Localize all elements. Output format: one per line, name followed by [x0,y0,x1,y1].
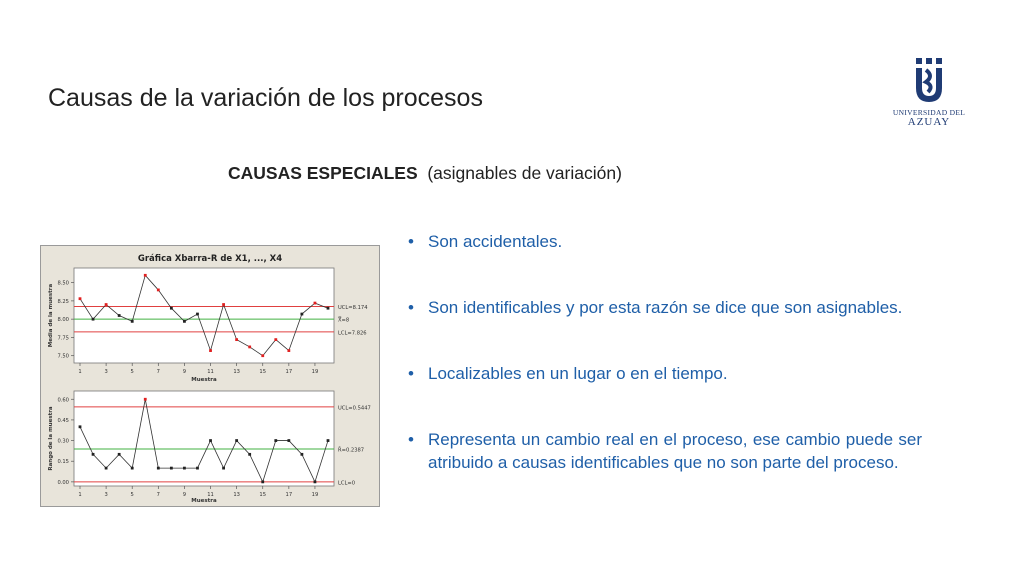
section-subtitle [228,163,622,184]
logo-line1: UNIVERSIDAD DEL [892,108,966,117]
x-tick-label: 19 [311,369,319,375]
y-tick-label: 8.00 [57,317,69,324]
data-point [170,467,173,470]
data-point [118,453,121,456]
y-tick-label: 0.15 [57,459,69,466]
data-point [131,320,134,323]
control-line-label: X̿=8 [338,317,350,324]
y-tick-label: 0.60 [57,397,69,404]
subtitle-bold: CAUSAS ESPECIALES [228,163,418,183]
x-tick-label: 5 [130,492,134,498]
data-point [144,274,147,277]
x-tick-label: 15 [259,369,267,375]
x-tick-label: 7 [156,492,160,498]
x-tick-label: 11 [207,492,214,498]
control-line-label: R̄=0.2387 [338,447,365,454]
y-axis-label: Media de la muestra [48,283,54,348]
university-logo [886,52,972,132]
bullet-list [408,230,922,474]
data-point [170,307,173,310]
data-point [105,467,108,470]
data-point [235,338,238,341]
x-tick-label: 3 [104,492,108,498]
x-tick-label: 1 [78,492,82,498]
logo-emblem-icon [886,52,972,108]
data-point [209,349,212,352]
bullet-item: • Son accidentales. [408,230,922,253]
data-point [105,303,108,306]
control-chart-svg [41,246,379,506]
x-tick-label: 17 [285,492,293,498]
logo-line2: AZUAY [907,116,951,128]
x-tick-label: 13 [233,492,240,498]
y-tick-label: 0.45 [57,417,69,424]
y-tick-label: 7.75 [57,335,69,342]
x-axis-label: Muestra [191,377,217,383]
data-point [314,302,317,305]
data-point [327,307,330,310]
data-point [274,439,277,442]
control-line-label: LCL=7.826 [338,330,367,337]
control-line-label: UCL=0.5447 [338,405,371,412]
data-point [287,349,290,352]
x-tick-label: 11 [207,369,214,375]
data-point [287,439,290,442]
data-point [327,439,330,442]
y-tick-label: 0.00 [57,479,69,486]
plot-area-range [74,391,334,486]
plot-area-xbar [74,268,334,363]
data-point [235,439,238,442]
data-point [261,480,264,483]
control-chart [40,245,380,507]
x-axis-label: Muestra [191,498,217,504]
x-tick-label: 5 [130,369,134,375]
x-tick-label: 19 [311,492,319,498]
subtitle-rest: (asignables de variación) [427,163,622,183]
data-point [118,314,121,317]
x-tick-label: 13 [233,369,240,375]
y-tick-label: 8.25 [57,298,69,305]
x-tick-label: 15 [259,492,267,498]
bullet-item: • Son identificables y por esta razón se dice que son asignables. [408,296,922,319]
x-tick-label: 9 [182,492,187,498]
slide-title: Causas de la variación de los procesos [48,84,483,112]
data-point [209,439,212,442]
data-point [183,467,186,470]
data-point [222,467,225,470]
data-point [300,453,303,456]
data-point [261,354,264,357]
data-point [196,313,199,316]
x-tick-label: 3 [104,369,108,375]
data-point [314,480,317,483]
control-line-label: LCL=0 [338,480,356,487]
chart-title: Gráfica Xbarra-R de X1, ..., X4 [137,254,283,264]
data-point [183,320,186,323]
data-point [222,303,225,306]
y-axis-label: Rango de la muestra [48,406,54,471]
x-tick-label: 7 [156,369,160,375]
x-tick-label: 1 [78,369,82,375]
data-point [92,318,95,321]
y-tick-label: 8.50 [57,280,69,287]
data-point [157,289,160,292]
y-tick-label: 0.30 [57,438,69,445]
data-point [144,398,147,401]
data-point [79,297,82,300]
bullet-item: • Localizables en un lugar o en el tiempo. [408,362,922,385]
bullet-item: • Representa un cambio real en el proceso, ese cambio puede ser atribuido a causas identificables que no son parte del proceso. [408,428,922,474]
data-point [300,313,303,316]
data-point [248,453,251,456]
x-tick-label: 17 [285,369,293,375]
data-point [79,425,82,428]
data-point [274,338,277,341]
data-point [196,467,199,470]
x-tick-label: 9 [182,369,187,375]
control-line-label: UCL=8.174 [338,304,368,311]
data-point [131,467,134,470]
data-point [248,346,251,349]
data-point [92,453,95,456]
y-tick-label: 7.50 [57,353,69,360]
data-point [157,467,160,470]
